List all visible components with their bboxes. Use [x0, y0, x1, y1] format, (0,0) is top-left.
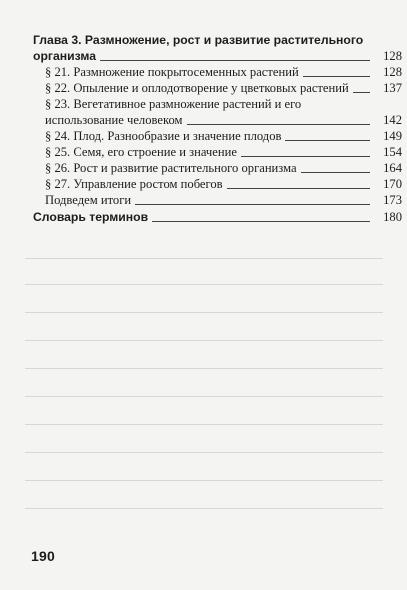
page-ref: 128 — [383, 49, 402, 63]
page-ref: 137 — [383, 81, 402, 95]
show-through-line — [25, 508, 383, 509]
leader-dots — [303, 76, 370, 77]
chapter-title-line1: Глава 3. Размножение, рост и развитие растительного — [33, 33, 364, 47]
toc-entry-glossary — [33, 209, 402, 225]
section-title: § 24. Плод. Разнообразие и значение плодов — [45, 129, 282, 143]
summary-title: Подведем итоги — [45, 193, 132, 207]
section-title: § 25. Семя, его строение и значение — [45, 145, 237, 159]
page-ref: 164 — [383, 161, 402, 175]
leader-dots — [285, 140, 370, 141]
show-through-line — [25, 312, 383, 313]
toc-entry-section-26 — [33, 160, 402, 176]
page-ref: 154 — [383, 145, 402, 159]
leader-dots — [152, 221, 370, 222]
section-title: § 21. Размножение покрытосеменных растений — [45, 65, 299, 79]
section-title-line1: § 23. Вегетативное размножение растений и его — [45, 97, 302, 111]
page-ref: 180 — [383, 210, 402, 224]
show-through-line — [25, 340, 383, 341]
leader-dots — [187, 124, 371, 125]
page-ref: 142 — [383, 113, 402, 127]
section-title: § 27. Управление ростом побегов — [45, 177, 223, 191]
leader-dots — [241, 156, 370, 157]
show-through-line — [25, 258, 383, 259]
toc-entry-summary — [33, 192, 402, 208]
section-title: § 22. Опыление и оплодотворение у цветковых растений — [45, 81, 349, 95]
toc-entry-section-21 — [33, 64, 402, 80]
chapter-title-line2: организма — [33, 49, 96, 63]
page-ref: 149 — [383, 129, 402, 143]
section-title-line2: использование человеком — [45, 113, 183, 127]
toc-entry-section-22 — [33, 80, 402, 96]
section-title: § 26. Рост и развитие растительного организма — [45, 161, 297, 175]
toc-entry-section-25 — [33, 144, 402, 160]
toc-entry-section-27 — [33, 176, 402, 192]
leader-dots — [100, 60, 370, 61]
toc-entry-chapter-3 — [33, 48, 402, 64]
toc-entry-section-23 — [33, 112, 402, 128]
leader-dots — [353, 92, 370, 93]
show-through-line — [25, 368, 383, 369]
glossary-title: Словарь терминов — [33, 210, 149, 224]
table-of-contents — [33, 32, 402, 225]
page-ref: 128 — [383, 65, 402, 79]
show-through-line — [25, 284, 383, 285]
leader-dots — [227, 188, 370, 189]
page-ref: 170 — [383, 177, 402, 191]
leader-dots — [135, 204, 370, 205]
page-ref: 173 — [383, 193, 402, 207]
leader-dots — [301, 172, 370, 173]
show-through-line — [25, 424, 383, 425]
show-through-line — [25, 452, 383, 453]
page-number: 190 — [31, 548, 55, 564]
show-through-line — [25, 480, 383, 481]
show-through-line — [25, 396, 383, 397]
toc-entry-section-24 — [33, 128, 402, 144]
